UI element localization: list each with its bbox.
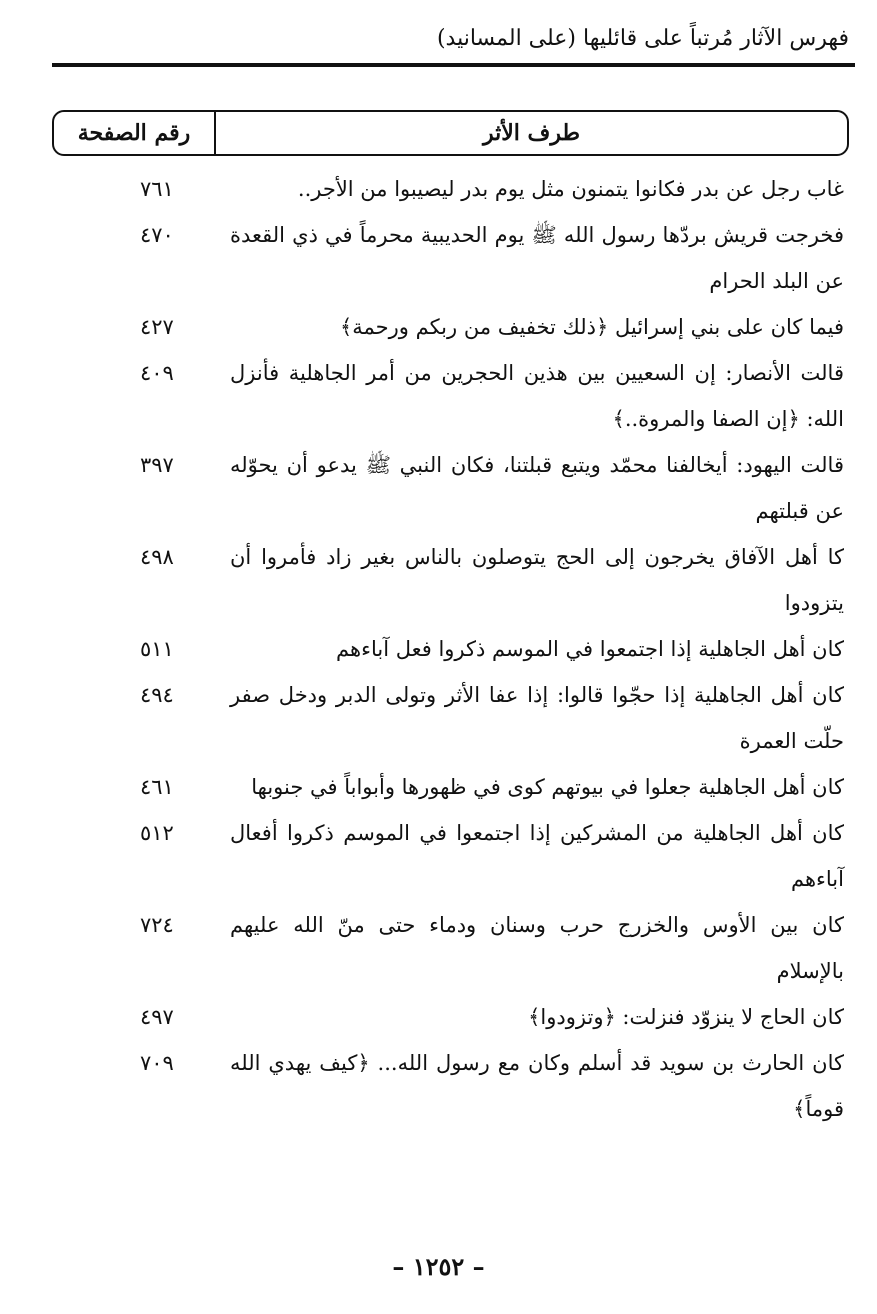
entry-page-number: ٤٠٩ — [140, 361, 174, 385]
entry-page-number: ٧٠٩ — [140, 1051, 174, 1075]
index-entry — [50, 810, 844, 902]
header-rule — [52, 63, 855, 67]
entry-text: كان الحاج لا ينزوّد فنزلت: ﴿وتزودوا﴾ — [528, 1005, 844, 1029]
entry-text: فخرجت قريش بردّها رسول الله ﷺ يوم الحديبية محرماً في ذي القعدة عن البلد الحرام — [230, 223, 844, 293]
index-entry — [50, 534, 844, 626]
index-entry — [50, 442, 844, 534]
index-entry — [50, 212, 844, 304]
index-table-header — [52, 110, 849, 156]
index-entry — [50, 902, 844, 994]
column-divider — [214, 112, 216, 154]
entry-page-number: ٤٩٨ — [140, 545, 174, 569]
entry-text: كان أهل الجاهلية من المشركين إذا اجتمعوا في الموسم ذكروا أفعال آباءهم — [230, 821, 844, 891]
entry-page-number: ٥١١ — [140, 637, 174, 661]
entry-page-number: ٧٢٤ — [140, 913, 174, 937]
entry-text: قالت الأنصار: إن السعيين بين هذين الحجرين من أمر الجاهلية فأنزل الله: ﴿إن الصفا والمروة..﴾ — [230, 361, 844, 431]
page-number: – ١٢٥٢ – — [392, 1252, 485, 1281]
entry-page-number: ٤٩٤ — [140, 683, 174, 707]
entry-text: غاب رجل عن بدر فكانوا يتمنون مثل يوم بدر ليصيبوا من الأجر.. — [297, 177, 844, 201]
index-entry — [50, 350, 844, 442]
column-header-page: رقم الصفحة — [77, 120, 191, 146]
entry-text: قالت اليهود: أيخالفنا محمّد ويتبع قبلتنا، فكان النبي ﷺ يدعو أن يحوّله عن قبلتهم — [230, 453, 844, 523]
entry-text: كان بين الأوس والخزرج حرب وسنان ودماء حتى منّ الله عليهم بالإسلام — [230, 913, 844, 983]
index-entries — [50, 166, 844, 1132]
entry-text: كان أهل الجاهلية إذا حجّوا قالوا: إذا عفا الأثر وتولى الدبر ودخل صفر حلّت العمرة — [230, 683, 844, 753]
entry-page-number: ٧٦١ — [140, 177, 174, 201]
index-entry — [50, 994, 844, 1040]
entry-text: كا أهل الآفاق يخرجون إلى الحج يتوصلون بالناس بغير زاد فأمروا أن يتزودوا — [230, 545, 844, 615]
index-entry — [50, 304, 844, 350]
entry-text: فيما كان على بني إسرائيل ﴿ذلك تخفيف من ربكم ورحمة﴾ — [339, 315, 844, 339]
index-entry — [50, 166, 844, 212]
index-entry — [50, 764, 844, 810]
entry-text: كان الحارث بن سويد قد أسلم وكان مع رسول الله... ﴿كيف يهدي الله قوماً﴾ — [230, 1051, 844, 1121]
entry-page-number: ٤٩٧ — [140, 1005, 174, 1029]
entry-text: كان أهل الجاهلية جعلوا في بيوتهم كوى في ظهورها وأبواباً في جنوبها — [251, 775, 844, 799]
entry-page-number: ٣٩٧ — [140, 453, 174, 477]
entry-page-number: ٤٦١ — [140, 775, 174, 799]
column-header-athar: طرف الأثر — [482, 120, 581, 146]
entry-page-number: ٤٧٠ — [140, 223, 174, 247]
entry-page-number: ٤٢٧ — [140, 315, 174, 339]
index-entry — [50, 1040, 844, 1132]
running-header-title: فهرس الآثار مُرتباً على قائليها (على المسانيد) — [436, 26, 849, 51]
index-entry — [50, 672, 844, 764]
index-entry — [50, 626, 844, 672]
entry-page-number: ٥١٢ — [140, 821, 174, 845]
entry-text: كان أهل الجاهلية إذا اجتمعوا في الموسم ذكروا فعل آباءهم — [336, 637, 844, 661]
